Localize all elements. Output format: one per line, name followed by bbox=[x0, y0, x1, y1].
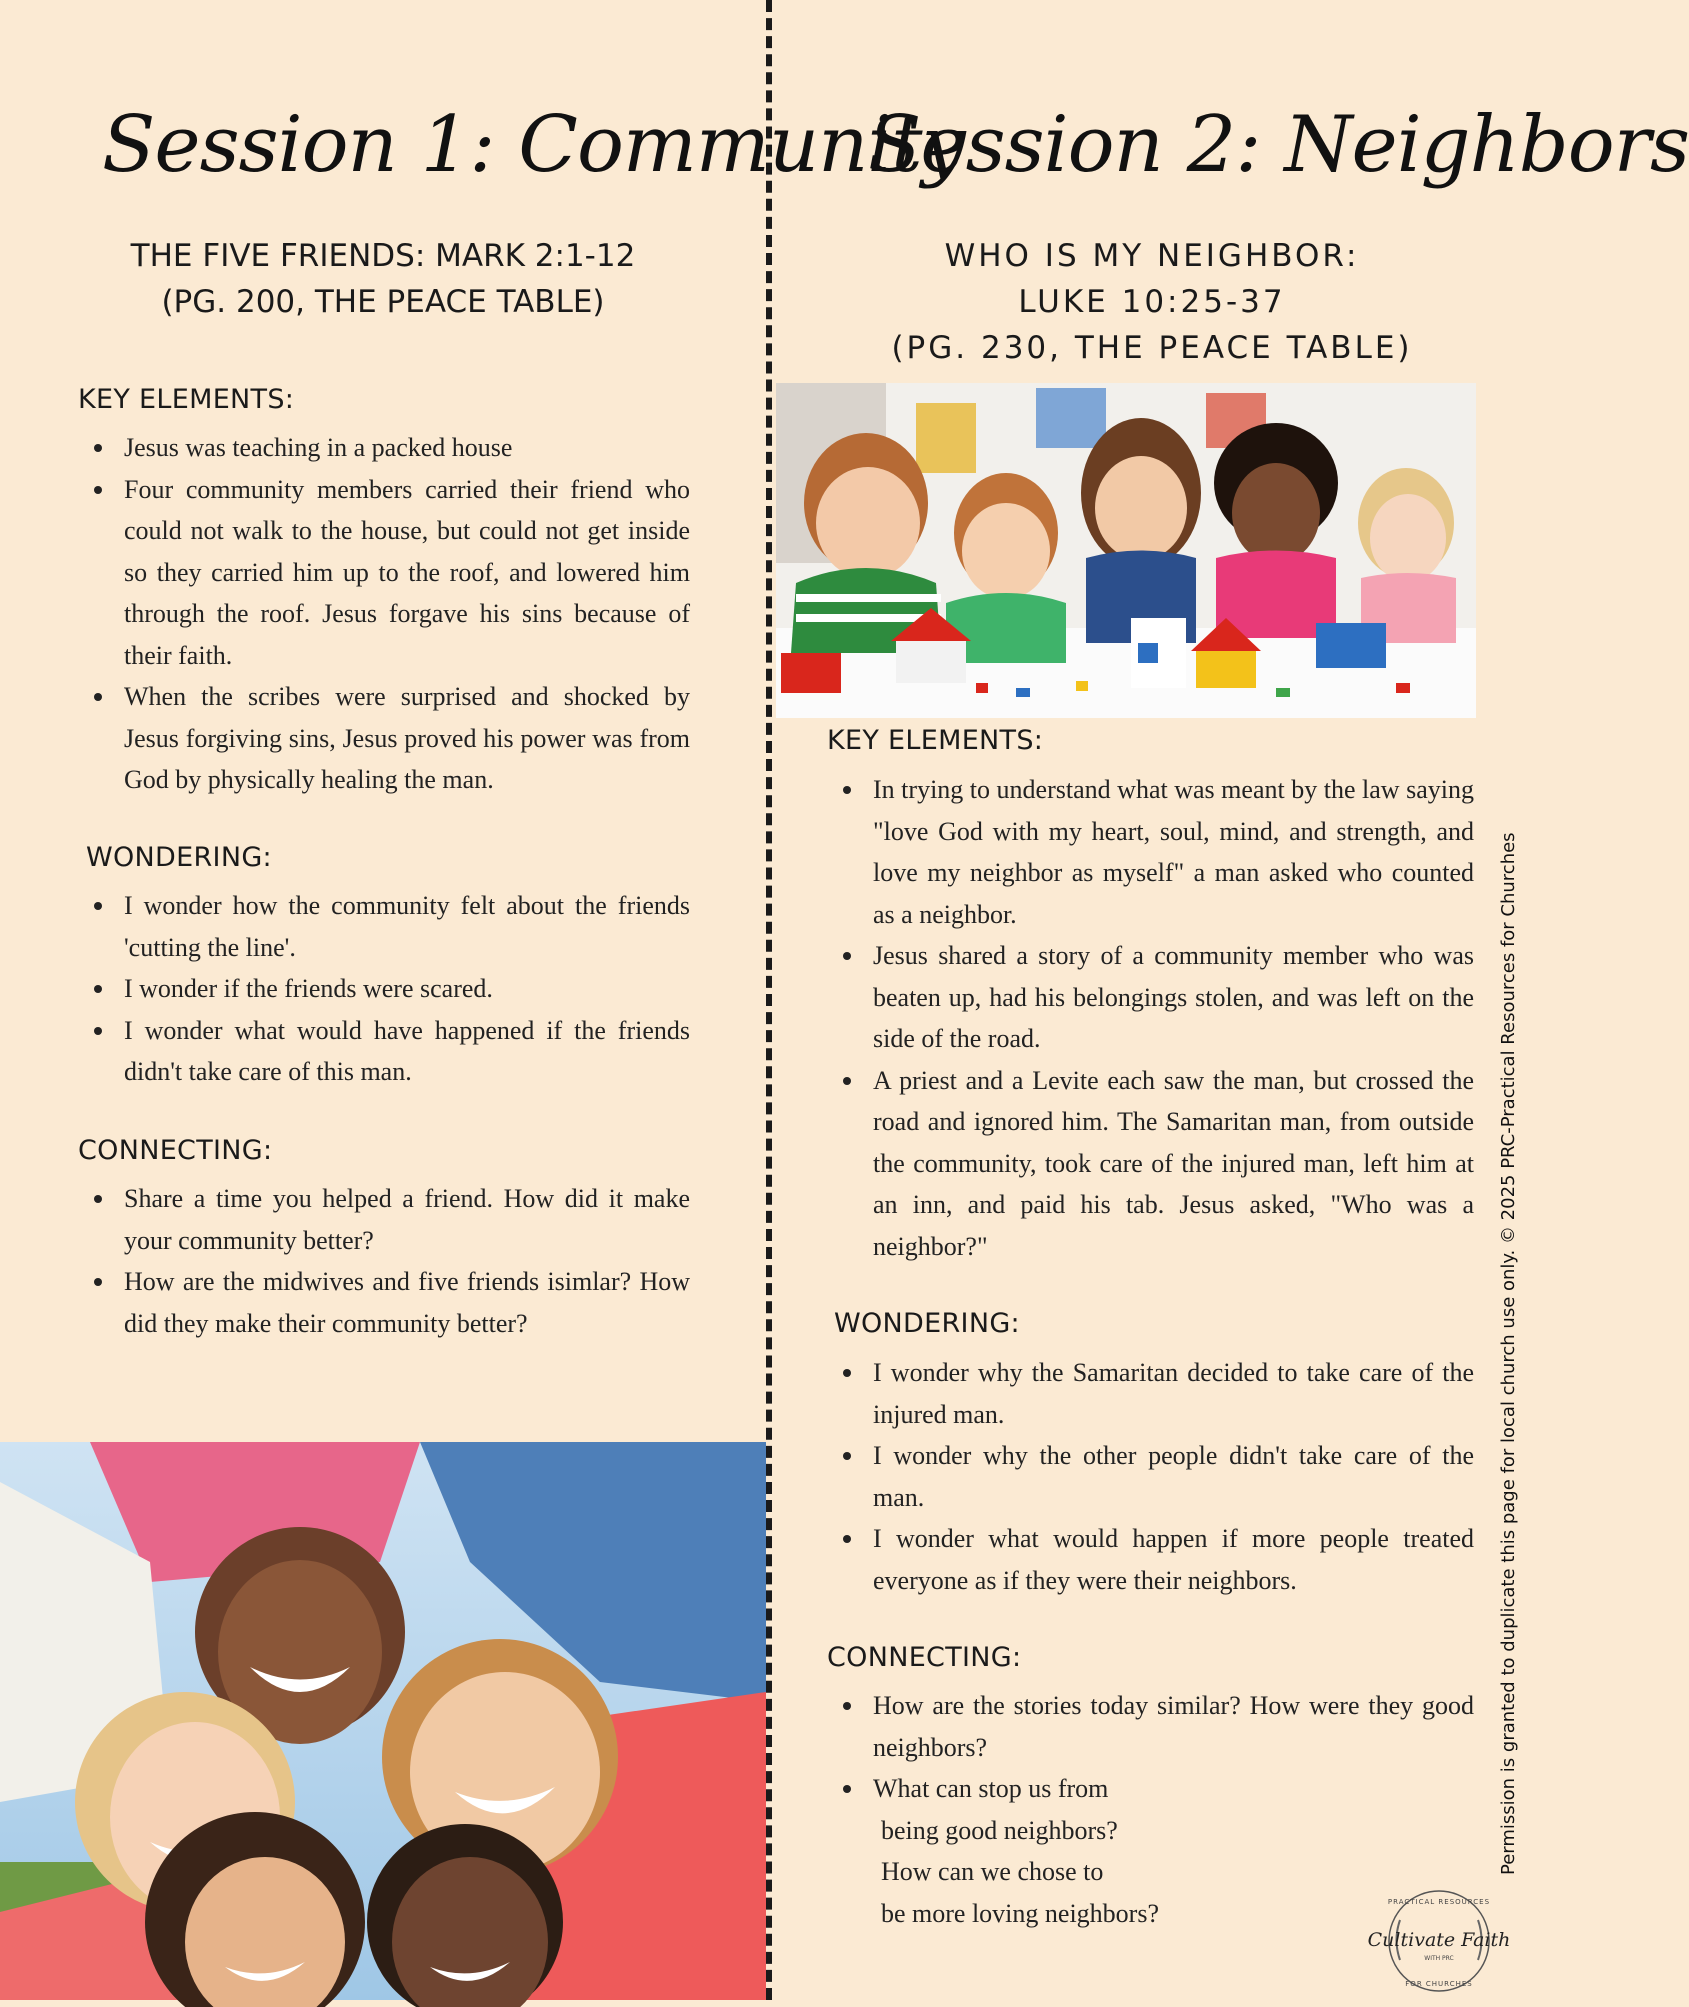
children-huddle-photo bbox=[0, 1442, 766, 2000]
list-item: Jesus was teaching in a packed house bbox=[78, 427, 690, 469]
list-item: How are the stories today similar? How were they good neighbors? bbox=[827, 1685, 1474, 1768]
list-item: When the scribes were surprised and shocked by Jesus forgiving sins, Jesus proved his power was from God by physically healing the man. bbox=[78, 676, 690, 801]
list-item-continuation: How can we chose to bbox=[881, 1857, 1104, 1886]
list-item: I wonder why the Samaritan decided to take care of the injured man. bbox=[827, 1352, 1474, 1435]
subtitle-line: (PG. 200, THE PEACE TABLE) bbox=[161, 284, 605, 320]
key-elements-heading: KEY ELEMENTS: bbox=[78, 384, 295, 415]
list-item: Jesus shared a story of a community member who was beaten up, had his belongings stolen, and was left on the side of the road. bbox=[827, 935, 1474, 1060]
connecting-heading: CONNECTING: bbox=[827, 1642, 1022, 1673]
subtitle-line: THE FIVE FRIENDS: MARK 2:1-12 bbox=[130, 238, 636, 274]
connecting-list bbox=[78, 1178, 690, 1344]
list-item-continuation: being good neighbors? bbox=[881, 1815, 1118, 1845]
key-elements-list bbox=[78, 427, 690, 801]
svg-text:WITH PRC: WITH PRC bbox=[1424, 1955, 1454, 1962]
list-item: I wonder if the friends were scared. bbox=[78, 968, 690, 1010]
wondering-list bbox=[827, 1352, 1474, 1601]
wondering-heading: WONDERING: bbox=[834, 1308, 1020, 1339]
key-elements-heading: KEY ELEMENTS: bbox=[827, 725, 1044, 756]
wondering-list bbox=[78, 885, 690, 1093]
children-building-blocks-photo bbox=[776, 383, 1476, 718]
list-item: I wonder what would happen if more people treated everyone as if they were their neighbors. bbox=[827, 1518, 1474, 1601]
svg-text:PRACTICAL RESOURCES: PRACTICAL RESOURCES bbox=[1387, 1898, 1491, 1906]
list-item-continuation: be more loving neighbors? bbox=[881, 1898, 1159, 1928]
permission-notice: Permission is granted to duplicate this page for local church use only. © 2025 PRC-Practical Resources for Churches bbox=[1498, 832, 1519, 1875]
key-elements-list bbox=[827, 769, 1474, 1267]
list-item: I wonder why the other people didn't take care of the man. bbox=[827, 1435, 1474, 1518]
session-2-subtitle bbox=[772, 233, 1532, 371]
list-item: I wonder what would have happened if the friends didn't take care of this man. bbox=[78, 1010, 690, 1093]
connecting-heading: CONNECTING: bbox=[78, 1135, 273, 1166]
session-2-column bbox=[772, 0, 1689, 2000]
connecting-list bbox=[827, 1685, 1474, 1934]
list-item: Share a time you helped a friend. How did it make your community better? bbox=[78, 1178, 690, 1261]
cultivate-faith-logo bbox=[1367, 1880, 1511, 2002]
subtitle-line: LUKE 10:25-37 bbox=[1018, 284, 1286, 320]
subtitle-line: (PG. 230, THE PEACE TABLE) bbox=[891, 330, 1413, 366]
wondering-heading: WONDERING: bbox=[86, 842, 272, 873]
session-2-title: Session 2: Neighbors bbox=[868, 100, 1689, 190]
list-item: A priest and a Levite each saw the man, but crossed the road and ignored him. The Samaritan man, from outside the community, took care of the injured man, left him at an inn, and paid his tab. Jesus asked, "Who was a neighbor?" bbox=[827, 1060, 1474, 1268]
list-item: What can stop us from bbox=[827, 1768, 1474, 1810]
subtitle-line: WHO IS MY NEIGHBOR: bbox=[944, 238, 1360, 274]
svg-text:Cultivate Faith: Cultivate Faith bbox=[1367, 1929, 1511, 1951]
list-item: In trying to understand what was meant by the law saying "love God with my heart, soul, mind, and strength, and love my neighbor as myself" a man asked who counted as a neighbor. bbox=[827, 769, 1474, 935]
session-1-subtitle bbox=[0, 233, 766, 325]
list-item: How are the midwives and five friends isimlar? How did they make their community better? bbox=[78, 1261, 690, 1344]
list-item: I wonder how the community felt about the friends 'cutting the line'. bbox=[78, 885, 690, 968]
session-1-title: Session 1: Community bbox=[102, 100, 965, 190]
svg-text:FOR CHURCHES: FOR CHURCHES bbox=[1405, 1980, 1473, 1988]
list-item: Four community members carried their friend who could not walk to the house, but could not get inside so they carried him up to the roof, and lowered him through the roof. Jesus forgave his sins because of their faith. bbox=[78, 469, 690, 677]
